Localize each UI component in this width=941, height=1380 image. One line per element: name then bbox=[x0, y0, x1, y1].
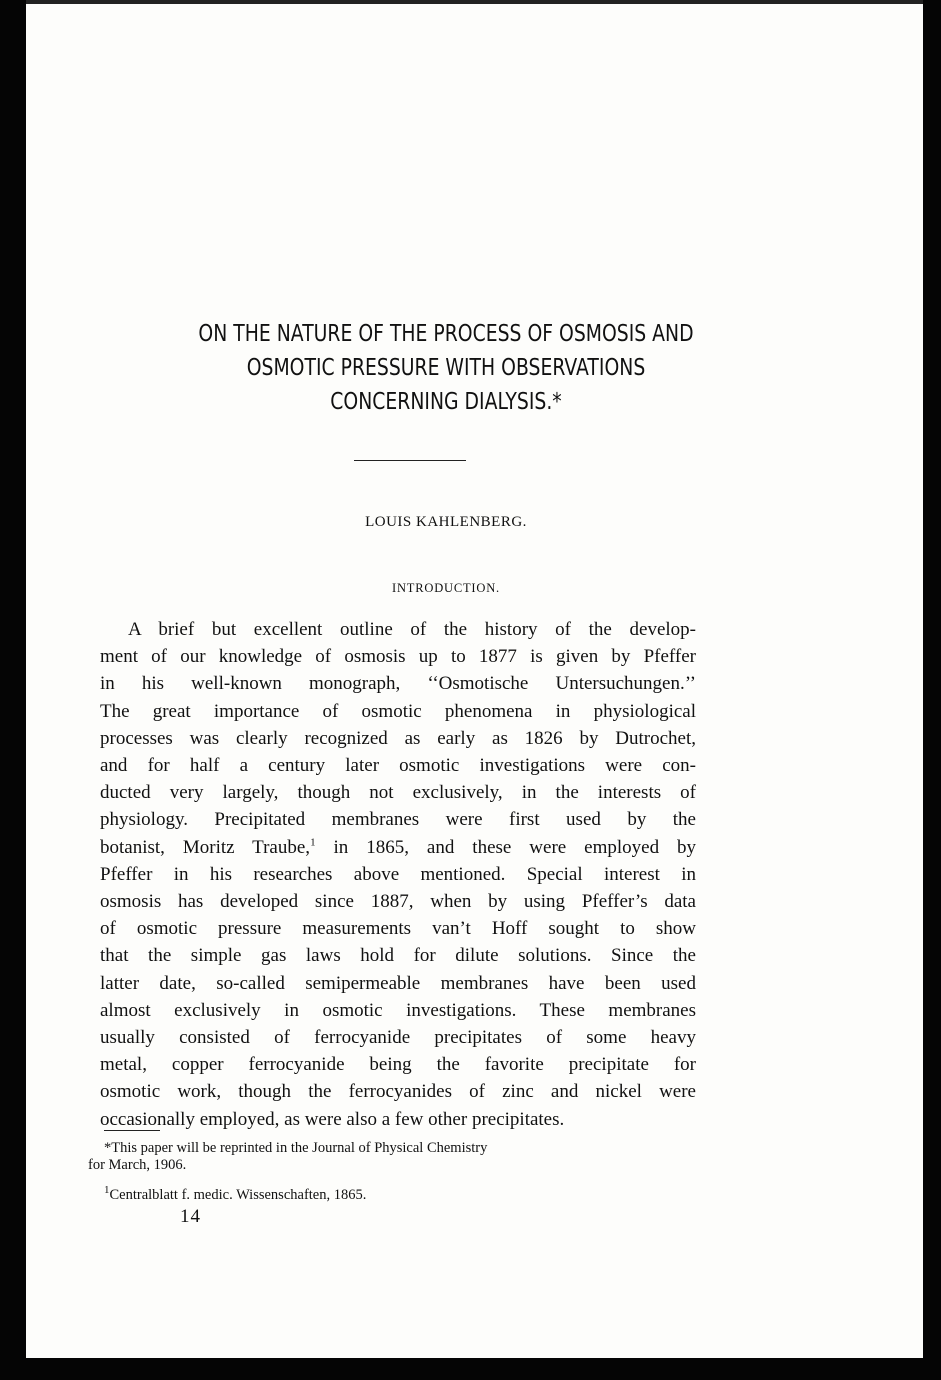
body-line: of osmotic pressure measurements van’t Hoff sought to show bbox=[100, 918, 696, 940]
body-line: that the simple gas laws hold for dilute solutions. Since the bbox=[100, 945, 696, 967]
body-line: almost exclusively in osmotic investigations. These membranes bbox=[100, 999, 696, 1021]
footnote-reference: 1 bbox=[310, 836, 316, 849]
paper-sheet bbox=[26, 4, 923, 1358]
title-line-3: CONCERNING DIALYSIS.* bbox=[330, 387, 562, 415]
body-line: Pfeffer in his researches above mentioned. Special interest in bbox=[100, 863, 696, 885]
body-line: metal, copper ferrocyanide being the favorite precipitate for bbox=[100, 1054, 696, 1076]
scan-border-left bbox=[0, 0, 26, 1380]
body-line: and for half a century later osmotic investigations were con- bbox=[100, 755, 696, 777]
title-line-1: ON THE NATURE OF THE PROCESS OF OSMOSIS AND bbox=[198, 319, 694, 347]
body-line: physiology. Precipitated membranes were first used by the bbox=[100, 809, 696, 831]
article-title bbox=[158, 316, 734, 418]
footnote-star-line-2: for March, 1906. bbox=[88, 1157, 187, 1173]
body-line: ment of our knowledge of osmosis up to 1877 is given by Pfeffer bbox=[100, 646, 696, 668]
body-line: osmotic work, though the ferrocyanides of zinc and nickel were bbox=[100, 1081, 696, 1103]
footnote-star bbox=[88, 1140, 688, 1174]
body-line: osmosis has developed since 1887, when by using Pfeffer’s data bbox=[100, 891, 696, 913]
body-line: The great importance of osmotic phenomena in physiological bbox=[100, 700, 696, 722]
body-line: occasionally employed, as were also a few other precipitates. bbox=[100, 1108, 565, 1130]
author-name: LOUIS KAHLENBERG. bbox=[365, 514, 527, 530]
footnote-one-marker: 1 bbox=[104, 1184, 110, 1197]
body-line-with-footnote bbox=[100, 834, 696, 861]
body-line: ducted very largely, though not exclusively, in the interests of bbox=[100, 782, 696, 804]
title-line-2: OSMOTIC PRESSURE WITH OBSERVATIONS bbox=[246, 353, 646, 381]
body-line: A brief but excellent outline of the history of the develop- bbox=[128, 619, 696, 640]
body-text-segment: in 1865, and these were employed by bbox=[333, 836, 697, 858]
body-line: in his well-known monograph, ‘‘Osmotische Untersuchungen.’’ bbox=[100, 673, 696, 695]
footnote-star-line-1: *This paper will be reprinted in the Journal of Physical Chemistry bbox=[104, 1140, 488, 1156]
body-line: processes was clearly recognized as early as 1826 by Dutrochet, bbox=[100, 727, 696, 749]
page-number: 14 bbox=[180, 1206, 201, 1227]
body-line: usually consisted of ferrocyanide precipitates of some heavy bbox=[100, 1027, 696, 1049]
scan-border-right bbox=[923, 0, 941, 1380]
footnote-one bbox=[88, 1184, 704, 1204]
section-heading: INTRODUCTION. bbox=[392, 581, 500, 595]
body-paragraph bbox=[100, 616, 696, 1133]
footnote-divider bbox=[104, 1130, 160, 1131]
scan-border-bottom bbox=[0, 1358, 941, 1380]
footnote-one-text: Centralblatt f. medic. Wissenschaften, 1865. bbox=[109, 1187, 367, 1203]
body-line: latter date, so-called semipermeable membranes have been used bbox=[100, 972, 696, 994]
body-text-segment: botanist, Moritz Traube, bbox=[100, 836, 311, 858]
title-divider bbox=[354, 460, 466, 461]
